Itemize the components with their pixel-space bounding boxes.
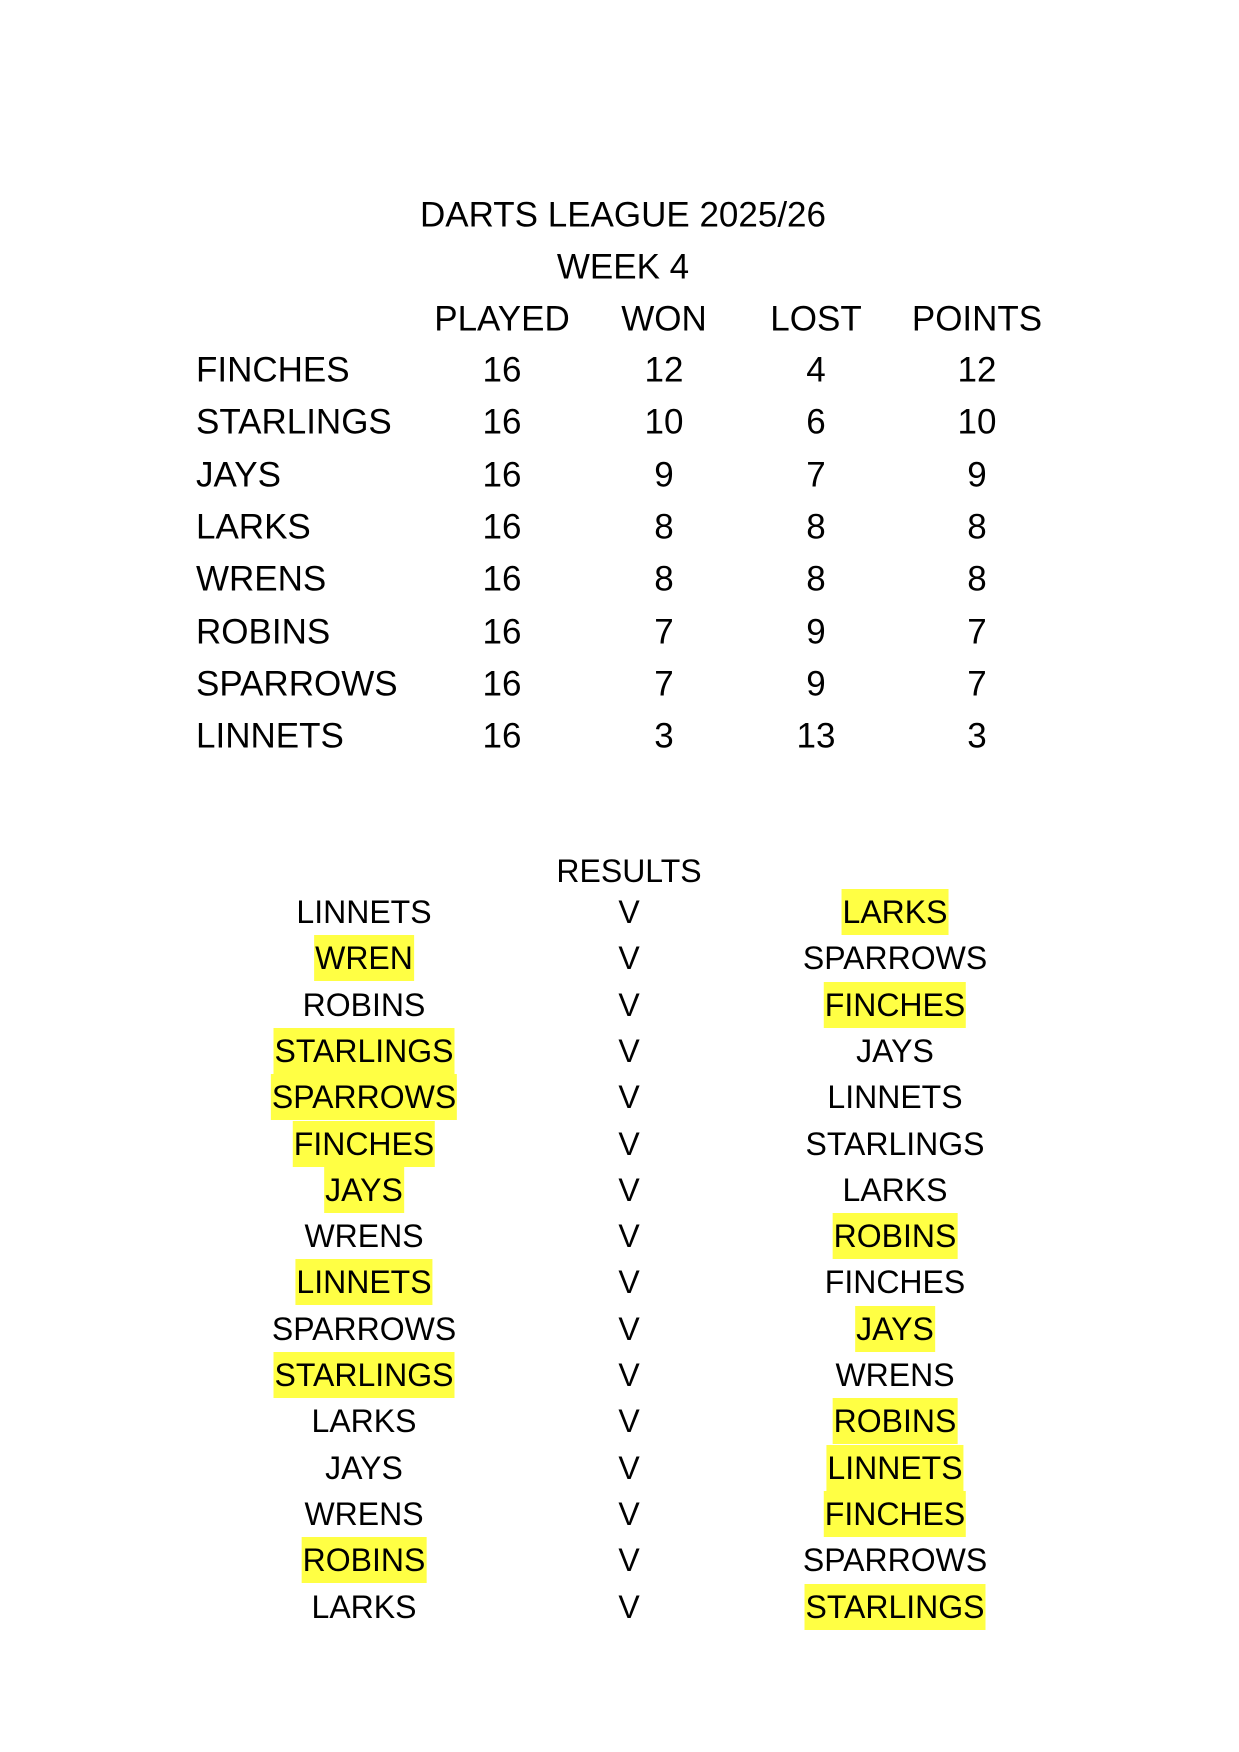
away-cell (802, 940, 988, 977)
cell-points: 9 (967, 455, 987, 495)
away-team-winner: LINNETS (826, 1445, 963, 1491)
cell-won: 7 (654, 664, 674, 704)
away-team-winner: ROBINS (833, 1213, 958, 1259)
week-label: WEEK 4 (556, 247, 690, 287)
away-team: SPARROWS (802, 1542, 988, 1579)
home-cell (311, 1403, 417, 1440)
away-team-winner: STARLINGS (805, 1584, 986, 1630)
home-cell (325, 1449, 403, 1486)
cell-lost: 4 (806, 350, 826, 390)
home-team-winner: WREN (314, 935, 414, 981)
cell-played: 16 (482, 350, 522, 390)
versus-label: V (618, 1264, 640, 1301)
away-cell (827, 1079, 963, 1116)
home-cell (295, 1264, 432, 1301)
away-cell (856, 1032, 934, 1069)
home-team-winner: STARLINGS (274, 1028, 455, 1074)
team-name: STARLINGS (196, 402, 392, 442)
away-team: STARLINGS (805, 1125, 985, 1162)
home-cell (271, 1310, 457, 1347)
away-cell (805, 1588, 986, 1625)
away-cell (824, 1495, 966, 1532)
home-team-winner: SPARROWS (271, 1074, 457, 1120)
cell-won: 3 (654, 716, 674, 756)
cell-played: 16 (482, 402, 522, 442)
cell-lost: 8 (806, 507, 826, 547)
versus-cell (618, 940, 640, 977)
versus-cell (618, 1079, 640, 1116)
column-header-played: PLAYED (434, 299, 570, 339)
page-title: DARTS LEAGUE 2025/26 (420, 195, 826, 235)
versus-label: V (618, 1542, 640, 1579)
home-team: SPARROWS (271, 1310, 457, 1347)
versus-label: V (618, 1403, 640, 1440)
cell-points: 3 (967, 716, 987, 756)
versus-label: V (618, 1449, 640, 1486)
away-team-winner: LARKS (842, 889, 949, 935)
home-team: LARKS (311, 1588, 417, 1625)
away-cell (833, 1218, 958, 1255)
team-name: JAYS (196, 455, 281, 495)
versus-label: V (618, 1079, 640, 1116)
away-cell (826, 1449, 963, 1486)
cell-won: 8 (654, 507, 674, 547)
away-cell (824, 1264, 966, 1301)
cell-lost: 13 (796, 716, 836, 756)
home-team-winner: JAYS (324, 1167, 404, 1213)
versus-label: V (618, 1588, 640, 1625)
cell-points: 7 (967, 664, 987, 704)
versus-cell (618, 1449, 640, 1486)
cell-points: 12 (957, 350, 997, 390)
away-team: LINNETS (827, 1079, 963, 1116)
away-team-winner: JAYS (855, 1306, 935, 1352)
home-team-winner: FINCHES (293, 1121, 435, 1167)
cell-played: 16 (482, 559, 522, 599)
versus-cell (618, 1542, 640, 1579)
versus-cell (618, 986, 640, 1023)
away-cell (805, 1125, 985, 1162)
results-heading: RESULTS (556, 853, 702, 889)
away-cell (842, 1171, 948, 1208)
column-header-won: WON (621, 299, 707, 339)
away-team: WRENS (835, 1357, 955, 1393)
home-team-winner: LINNETS (295, 1259, 432, 1305)
home-team-winner: ROBINS (302, 1537, 427, 1583)
team-name: SPARROWS (196, 664, 398, 704)
cell-lost: 9 (806, 612, 826, 651)
home-cell (274, 1359, 455, 1391)
away-team: JAYS (856, 1032, 934, 1069)
versus-cell (618, 1403, 640, 1440)
home-cell (324, 1171, 404, 1208)
cell-lost: 7 (806, 455, 826, 495)
team-name: FINCHES (196, 350, 350, 390)
versus-cell (618, 1359, 639, 1391)
versus-label: V (618, 1357, 640, 1393)
versus-cell (618, 1171, 640, 1208)
home-team: JAYS (325, 1449, 403, 1486)
column-header-points: POINTS (911, 299, 1043, 339)
home-team: LINNETS (296, 894, 432, 930)
versus-cell (618, 1032, 640, 1069)
versus-label: V (618, 986, 640, 1023)
home-cell (302, 986, 426, 1023)
cell-played: 16 (482, 455, 522, 495)
versus-label: V (618, 1125, 640, 1162)
home-cell (293, 1125, 435, 1162)
versus-cell (618, 1310, 640, 1347)
home-cell (274, 1032, 455, 1069)
versus-label: V (618, 1218, 640, 1255)
home-team: ROBINS (302, 986, 426, 1023)
team-name: LARKS (196, 507, 311, 547)
column-header-lost: LOST (770, 299, 862, 339)
away-cell (824, 986, 966, 1023)
home-cell (271, 1079, 457, 1116)
team-name: WRENS (196, 559, 327, 599)
versus-label: V (618, 1495, 640, 1532)
away-team-winner: FINCHES (824, 982, 966, 1028)
versus-cell (618, 1125, 640, 1162)
versus-cell (618, 896, 639, 928)
versus-label: V (618, 1171, 640, 1208)
cell-points: 8 (967, 559, 987, 599)
away-team: SPARROWS (802, 940, 988, 977)
home-cell (304, 1218, 424, 1255)
away-team-winner: ROBINS (833, 1398, 958, 1444)
home-cell (311, 1588, 417, 1625)
versus-label: V (618, 1032, 640, 1069)
cell-won: 10 (644, 402, 684, 442)
cell-played: 16 (482, 612, 522, 651)
cell-won: 8 (654, 559, 674, 599)
cell-played: 16 (482, 716, 522, 756)
versus-cell (618, 1588, 640, 1625)
versus-cell (618, 1495, 640, 1532)
cell-played: 16 (482, 507, 522, 547)
team-name: LINNETS (196, 716, 344, 756)
away-cell (842, 896, 949, 928)
home-team-winner: STARLINGS (274, 1352, 455, 1398)
away-cell (833, 1403, 958, 1440)
away-team: LARKS (842, 1171, 948, 1208)
cell-won: 7 (654, 612, 674, 651)
cell-played: 16 (482, 664, 522, 704)
away-team-winner: FINCHES (824, 1491, 966, 1537)
home-cell (302, 1542, 427, 1579)
cell-points: 7 (967, 612, 987, 651)
versus-label: V (618, 894, 640, 930)
cell-lost: 9 (806, 664, 826, 704)
home-cell (314, 940, 414, 977)
versus-label: V (618, 1310, 640, 1347)
versus-cell (618, 1264, 640, 1301)
home-team: WRENS (304, 1495, 424, 1532)
cell-lost: 8 (806, 559, 826, 599)
home-team: LARKS (311, 1403, 417, 1440)
away-cell (855, 1310, 935, 1347)
versus-cell (618, 1218, 640, 1255)
cell-won: 9 (654, 455, 674, 495)
cell-lost: 6 (806, 402, 826, 442)
team-name: ROBINS (196, 612, 331, 651)
home-cell (296, 896, 431, 928)
away-cell (835, 1359, 954, 1391)
home-team: WRENS (304, 1218, 424, 1255)
home-cell (304, 1495, 424, 1532)
away-team: FINCHES (824, 1264, 966, 1301)
cell-won: 12 (644, 350, 684, 390)
versus-label: V (618, 940, 640, 977)
away-cell (802, 1542, 988, 1579)
cell-points: 10 (957, 402, 997, 442)
cell-points: 8 (967, 507, 987, 547)
